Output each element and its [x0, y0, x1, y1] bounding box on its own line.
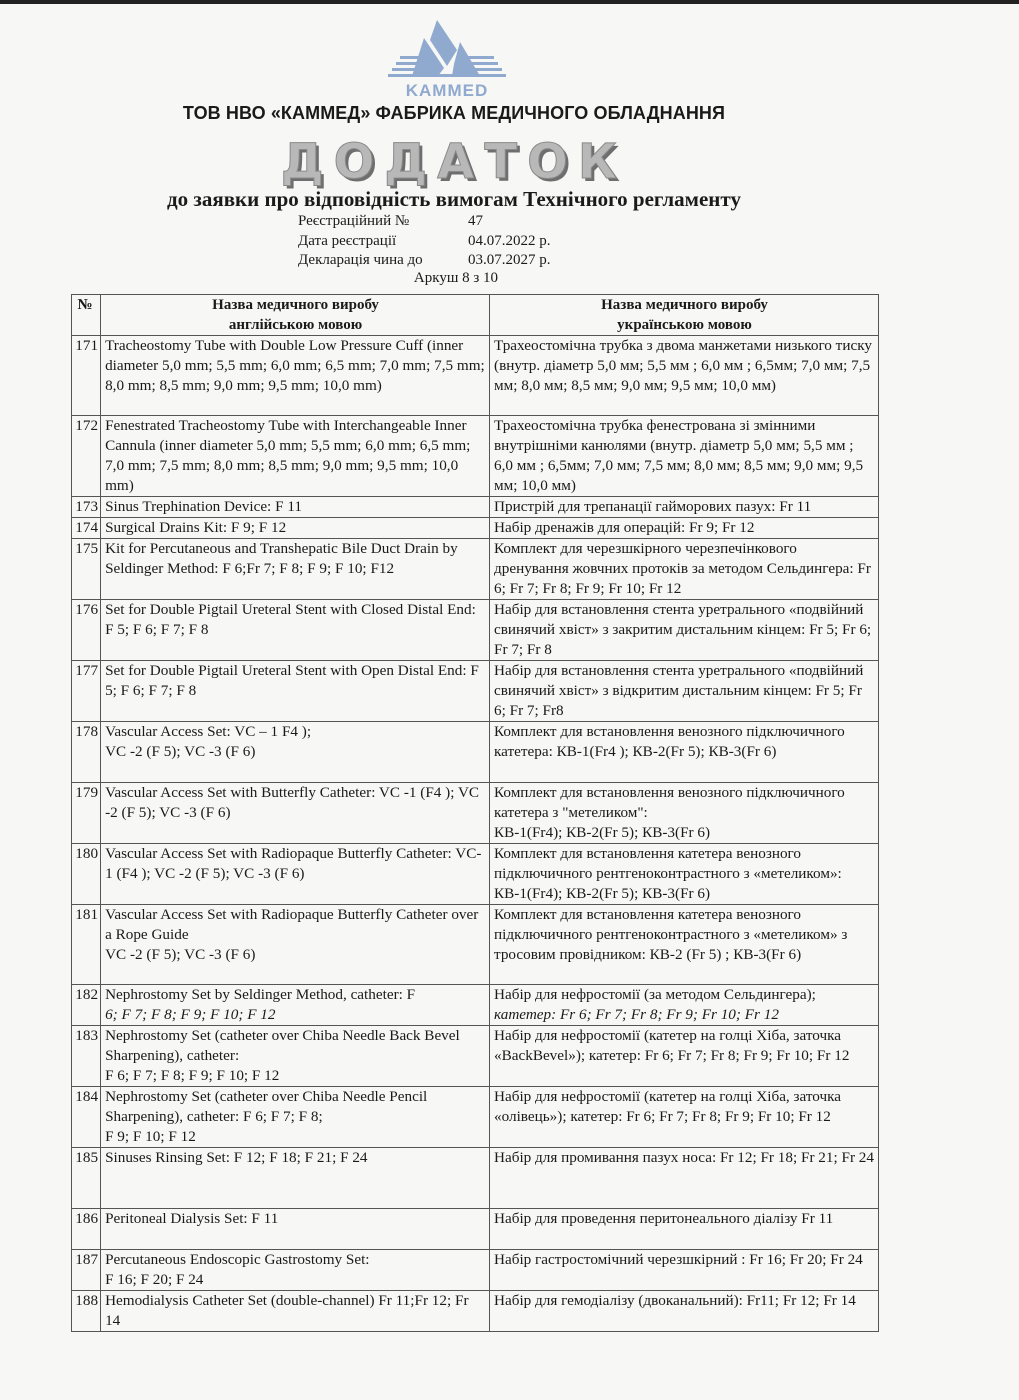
english-name: Vascular Access Set with Radiopaque Butterfly Catheter: VC-1 (F4 ); VC -2 (F 5); VC -3 (F 6) [105, 845, 482, 882]
table-body [72, 336, 879, 1332]
english-name-cell [101, 1291, 490, 1332]
document-title: ДОДАТОК [280, 134, 628, 190]
ukrainian-name-cell [490, 497, 879, 518]
registration-number-value: 47 [468, 213, 483, 229]
ukrainian-name: Набір для нефростомії (катетер на голці Хіба, заточка «BackBevel»); катетер: Fr 6; Fr 7; Fr 8; Fr 9; Fr 10; Fr 12 [494, 1027, 850, 1064]
ukrainian-name: Комплект для встановлення венозного підключичного катетера: КВ-1(Fr4 ); КВ-2(Fr 5); КВ-3(Fr 6) [494, 723, 845, 760]
row-number: 183 [72, 1026, 101, 1087]
row-number: 188 [72, 1291, 101, 1332]
ukrainian-name-cell [490, 1148, 879, 1209]
row-number: 186 [72, 1209, 101, 1250]
row-number: 174 [72, 518, 101, 539]
row-number: 176 [72, 600, 101, 661]
english-name-cell [101, 985, 490, 1026]
english-name-sizes: 6; F 7; F 8; F 9; F 10; F 12 [105, 1006, 276, 1023]
registration-number-row [298, 212, 551, 232]
header-en-line1: Назва медичного виробу [212, 297, 379, 313]
table-row [72, 600, 879, 661]
ukrainian-name-cell [490, 722, 879, 783]
english-name-cell [101, 518, 490, 539]
ukrainian-name-cell [490, 985, 879, 1026]
table-row [72, 783, 879, 844]
logo-text: KAMMED [405, 81, 489, 100]
registration-block [298, 212, 551, 271]
ukrainian-name-cell [490, 518, 879, 539]
row-number: 187 [72, 1250, 101, 1291]
ukrainian-name: Набір для нефростомії (за методом Сельдингера); [494, 986, 816, 1003]
registration-date-value: 04.07.2022 р. [468, 232, 551, 249]
ukrainian-name-cell [490, 783, 879, 844]
ukrainian-name-cell [490, 416, 879, 497]
english-name-cell [101, 1026, 490, 1087]
company-name: ТОВ НВО «КАММЕД» ФАБРИКА МЕДИЧНОГО ОБЛАДНАННЯ [182, 103, 726, 123]
english-name-cell [101, 1087, 490, 1148]
english-name-cell [101, 600, 490, 661]
ukrainian-name-cell [490, 1087, 879, 1148]
english-name: Kit for Percutaneous and Transhepatic Bile Duct Drain by Seldinger Method: F 6;Fr 7; F 8; F 9; F 10; F12 [105, 540, 458, 577]
row-number: 175 [72, 539, 101, 600]
ukrainian-name-cell [490, 1209, 879, 1250]
english-name: Nephrostomy Set by Seldinger Method, catheter: F [105, 986, 416, 1003]
ukrainian-name: Комплект для встановлення катетера венозного підключичного рентгеноконтрастного з «метеликом»: КВ-1(Fr4); КВ-2(Fr 5); КВ-3(Fr 6) [494, 845, 842, 902]
english-name-cell [101, 497, 490, 518]
ukrainian-name: Набір для встановлення стента уретрального «подвійний свинячий хвіст» з закритим дистальним кінцем: Fr 5; Fr 6; Fr 7; Fr 8 [494, 601, 872, 658]
english-name: Set for Double Pigtail Ureteral Stent with Closed Distal End: F 5; F 6; F 7; F 8 [105, 601, 476, 638]
ukrainian-name: Набір для проведення перитонеального діалізу Fr 11 [494, 1210, 834, 1227]
english-name: Peritoneal Dialysis Set: F 11 [105, 1210, 279, 1227]
english-name-cell [101, 336, 490, 416]
table-row [72, 336, 879, 416]
table-row [72, 1250, 879, 1291]
english-name-cell [101, 416, 490, 497]
ukrainian-name: Пристрій для трепанації гайморових пазух: Fr 11 [494, 498, 812, 515]
english-name: Sinuses Rinsing Set: F 12; F 18; F 21; F 24 [105, 1149, 368, 1166]
table-row [72, 985, 879, 1026]
sheet-number: Аркуш 8 з 10 [413, 270, 499, 286]
english-name-cell [101, 1209, 490, 1250]
table-row [72, 844, 879, 905]
table-row [72, 1291, 879, 1332]
header-num: № [72, 295, 101, 336]
row-number: 180 [72, 844, 101, 905]
english-name: Vascular Access Set: VC – 1 F4 ); VC -2 (F 5); VC -3 (F 6) [105, 723, 312, 760]
ukrainian-name: Комплект для встановлення катетера венозного підключичного рентгеноконтрастного з «метеликом» з тросовим провідником: КВ-2 (Fr 5) ; КВ-3(Fr 6) [494, 906, 848, 963]
ukrainian-name-cell [490, 336, 879, 416]
ukrainian-name: Набір для встановлення стента уретрального «подвійний свинячий хвіст» з відкритим дистальним кінцем: Fr 5; Fr 6; Fr 7; Fr8 [494, 662, 864, 719]
row-number: 179 [72, 783, 101, 844]
table-row [72, 416, 879, 497]
row-number: 184 [72, 1087, 101, 1148]
ukrainian-name: Набір гастростомічний черезшкірний : Fr 16; Fr 20; Fr 24 [494, 1251, 863, 1268]
ukrainian-name-cell [490, 1250, 879, 1291]
registration-date-label: Дата реєстрації [298, 232, 397, 249]
row-number: 181 [72, 905, 101, 985]
ukrainian-name: Набір для нефростомії (катетер на голці Хіба, заточка «олівець»); катетер: Fr 6; Fr 7; Fr 8; Fr 9; Fr 10; Fr 12 [494, 1088, 842, 1125]
english-name-cell [101, 661, 490, 722]
table-row [72, 1026, 879, 1087]
row-number: 177 [72, 661, 101, 722]
declaration-valid-value: 03.07.2027 р. [468, 252, 551, 268]
english-name: Nephrostomy Set (catheter over Chiba Needle Pencil Sharpening), catheter: F 6; F 7; F 8; F 9; F 10; F 12 [105, 1088, 428, 1145]
row-number: 172 [72, 416, 101, 497]
english-name: Sinus Trephination Device: F 11 [105, 498, 302, 515]
ukrainian-name-cell [490, 1026, 879, 1087]
kammed-logo [382, 16, 512, 100]
row-number: 178 [72, 722, 101, 783]
ukrainian-name-cell [490, 905, 879, 985]
english-name-cell [101, 722, 490, 783]
row-number: 185 [72, 1148, 101, 1209]
english-name: Percutaneous Endoscopic Gastrostomy Set: F 16; F 20; F 24 [105, 1251, 370, 1288]
declaration-valid-row [298, 251, 551, 271]
header-uk-line2: українською мовою [617, 317, 752, 333]
english-name: Vascular Access Set with Radiopaque Butterfly Catheter over a Rope Guide VC -2 (F 5); VC -3 (F 6) [105, 906, 479, 963]
table-row [72, 1209, 879, 1250]
registration-date-row [298, 232, 551, 252]
ukrainian-name: Трахеостомічна трубка фенестрована зі змінними внутрішніми канюлями (внутр. діаметр 5,0 мм; 5,5 мм ; 6,0 мм ; 6,5мм; 7,0 мм; 7,5 мм; 8,0 мм; 8,5 мм; 9,0 мм; 9,5 мм; 10,0 мм) [494, 417, 864, 494]
row-number: 182 [72, 985, 101, 1026]
logo-mountain-icon [388, 20, 506, 77]
declaration-valid-label: Декларація чина до [298, 252, 423, 268]
table-row [72, 539, 879, 600]
header-uk-line1: Назва медичного виробу [601, 297, 768, 313]
english-name-cell [101, 1148, 490, 1209]
ukrainian-name-cell [490, 661, 879, 722]
table-row [72, 905, 879, 985]
table-row [72, 1148, 879, 1209]
registration-number-label: Реєстраційний № [298, 213, 410, 229]
ukrainian-name-sizes: катетер: Fr 6; Fr 7; Fr 8; Fr 9; Fr 10; Fr 12 [494, 1006, 779, 1023]
table-row [72, 661, 879, 722]
ukrainian-name: Набір для гемодіалізу (двоканальний): Fr11; Fr 12; Fr 14 [494, 1292, 856, 1309]
english-name-cell [101, 1250, 490, 1291]
english-name: Set for Double Pigtail Ureteral Stent with Open Distal End: F 5; F 6; F 7; F 8 [105, 662, 479, 699]
english-name: Vascular Access Set with Butterfly Catheter: VC -1 (F4 ); VC -2 (F 5); VC -3 (F 6) [105, 784, 480, 821]
table-row [72, 497, 879, 518]
english-name-cell [101, 844, 490, 905]
header-en-line2: англійською мовою [228, 317, 363, 333]
ukrainian-name-cell [490, 539, 879, 600]
scan-edge [0, 0, 1019, 4]
table-row [72, 518, 879, 539]
english-name: Tracheostomy Tube with Double Low Pressure Cuff (inner diameter 5,0 mm; 5,5 mm; 6,0 mm; 6,5 mm; 7,0 mm; 7,5 mm; 8,0 mm; 8,5 mm; 9,0 mm; 9,5 mm; 10,0 mm) [105, 337, 485, 394]
ukrainian-name: Трахеостомічна трубка з двома манжетами низького тиску (внутр. діаметр 5,0 мм; 5,5 мм ; 6,0 мм ; 6,5мм; 7,0 мм; 7,5 мм; 8,0 мм; 8,5 мм; 9,0 мм; 9,5 мм; 10,0 мм) [494, 337, 872, 394]
row-number: 171 [72, 336, 101, 416]
header-ukrainian-name [490, 295, 879, 336]
ukrainian-name: Набір для промивання пазух носа: Fr 12; Fr 18; Fr 21; Fr 24 [494, 1149, 874, 1166]
table-header-row [72, 295, 879, 336]
ukrainian-name: Комплект для встановлення венозного підключичного катетера з "метеликом": КВ-1(Fr4); КВ-2(Fr 5); КВ-3(Fr 6) [494, 784, 845, 841]
ukrainian-name: Набір дренажів для операцій: Fr 9; Fr 12 [494, 519, 755, 536]
english-name: Surgical Drains Kit: F 9; F 12 [105, 519, 287, 536]
english-name-cell [101, 783, 490, 844]
ukrainian-name: Комплект для черезшкірного черезпечінкового дренування жовчних протоків за методом Сельдингера: Fr 6; Fr 7; Fr 8; Fr 9; Fr 10; Fr 12 [494, 540, 871, 597]
english-name: Nephrostomy Set (catheter over Chiba Needle Back Bevel Sharpening), catheter: F 6; F 7; F 8; F 9; F 10; F 12 [105, 1027, 460, 1084]
document-subtitle: до заявки про відповідність вимогам Технічного регламенту [167, 187, 741, 211]
ukrainian-name-cell [490, 600, 879, 661]
english-name: Fenestrated Tracheostomy Tube with Interchangeable Inner Cannula (inner diameter 5,0 mm; 5,5 mm; 6,0 mm; 6,5 mm; 7,0 mm; 7,5 mm; 8,0 mm; 8,5 mm; 9,0 mm; 9,5 mm; 10,0 mm) [105, 417, 471, 494]
row-number: 173 [72, 497, 101, 518]
table-row [72, 1087, 879, 1148]
device-table [71, 294, 879, 1332]
ukrainian-name-cell [490, 844, 879, 905]
ukrainian-name-cell [490, 1291, 879, 1332]
english-name-cell [101, 905, 490, 985]
english-name: Hemodialysis Catheter Set (double-channel) Fr 11;Fr 12; Fr 14 [105, 1292, 469, 1329]
table-row [72, 722, 879, 783]
english-name-cell [101, 539, 490, 600]
header-english-name [101, 295, 490, 336]
